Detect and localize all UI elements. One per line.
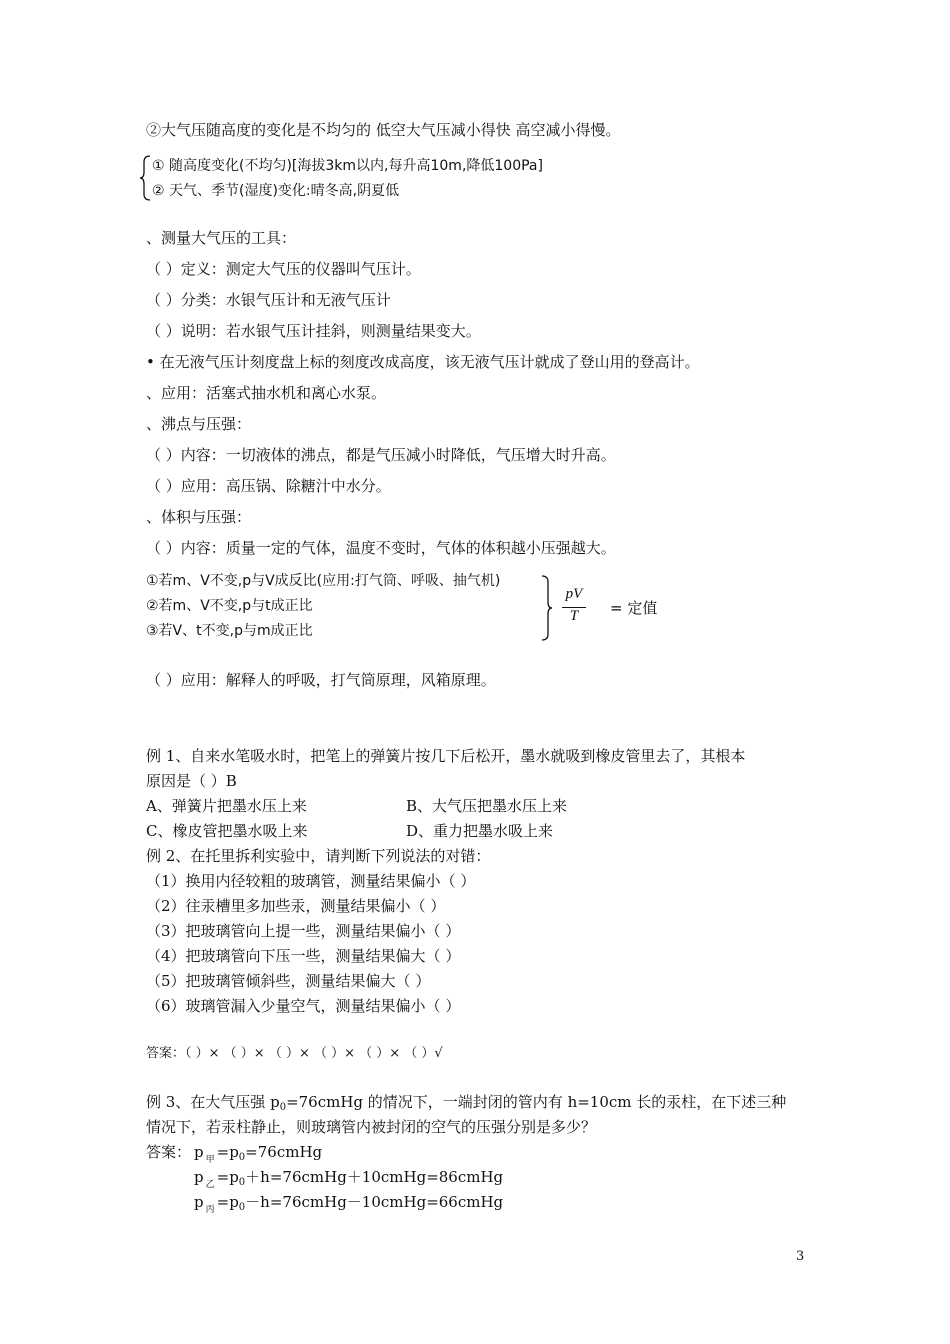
answer-jia <box>194 1142 322 1170</box>
subscript-bing: 丙 <box>205 1205 215 1215</box>
answer-yi-value: ＋h=76cmHg＋10cmHg=86cmHg <box>245 1168 504 1186</box>
line-altitude-nonuniform: ②大气压随高度的变化是不均匀的 低空大气压减小得快 高空减小得慢。 <box>146 121 621 139</box>
line-definition: （ ）定义：测定大气压的仪器叫气压计。 <box>146 260 421 278</box>
gas-law-3: ③若V、t不变,p与m成正比 <box>146 623 313 639</box>
subscript-yi: 乙 <box>205 1180 215 1190</box>
example3-text-post: =76cmHg 的情况下，一端封闭的管内有 h=10cm 长的汞柱，在下述三种 <box>286 1093 787 1111</box>
example1-option-a: A、弹簧片把墨水压上来 <box>146 797 307 815</box>
line-note: （ ）说明：若水银气压计挂斜，则测量结果变大。 <box>146 322 481 340</box>
example1-question-cont: 原因是（ ）B <box>146 772 237 790</box>
example2-question: 例 2、在托里拆利实验中，请判断下列说法的对错： <box>146 847 491 865</box>
left-brace <box>140 154 152 202</box>
subscript-zero: 0 <box>238 1152 246 1163</box>
subscript-zero: 0 <box>238 1202 246 1213</box>
example1-option-b: B、大气压把墨水压上来 <box>406 797 568 815</box>
line-classification: （ ）分类：水银气压计和无液气压计 <box>146 291 391 309</box>
heading-volume-pressure: 、体积与压强： <box>146 508 252 526</box>
example2-answer: 答案：（ ）× （ ）× （ ）× （ ）× （ ）× （ ）√ <box>146 1046 443 1061</box>
brace-line-weather: ② 天气、季节(湿度)变化:晴冬高,阴夏低 <box>152 183 400 199</box>
line-application: 、应用：活塞式抽水机和离心水泵。 <box>146 384 387 402</box>
fraction-denominator: T <box>569 608 579 624</box>
answer-bing-value: －h=76cmHg－10cmHg=66cmHg <box>245 1193 504 1211</box>
example3-answer-label: 答案： <box>146 1143 192 1161</box>
example2-item-2: （2）往汞槽里多加些汞，测量结果偏小（ ） <box>146 897 446 915</box>
answer-jia-value: =76cmHg <box>245 1143 323 1161</box>
example1-question: 例 1、自来水笔吸水时，把笔上的弹簧片按几下后松开，墨水就吸到橡皮管里去了，其根本 <box>146 747 746 765</box>
fraction-numerator: pV <box>565 586 583 602</box>
example3-question <box>146 1092 786 1118</box>
example3-subscript: 0 <box>279 1102 287 1113</box>
eq-p0: =p <box>216 1193 239 1211</box>
example3-text-pre: 例 3、在大气压强 p <box>146 1093 280 1111</box>
eq-p0: =p <box>216 1143 239 1161</box>
example2-item-1: （1）换用内径较粗的玻璃管，测量结果偏小（ ） <box>146 872 476 890</box>
heading-boiling-point: 、沸点与压强： <box>146 415 252 433</box>
answer-yi <box>194 1167 503 1195</box>
p-symbol: p <box>194 1143 204 1161</box>
p-symbol: p <box>194 1193 204 1211</box>
example2-item-6: （6）玻璃管漏入少量空气，测量结果偏小（ ） <box>146 997 461 1015</box>
answer-bing <box>194 1192 503 1220</box>
example1-option-d: D、重力把墨水吸上来 <box>406 822 554 840</box>
example2-item-3: （3）把玻璃管向上提一些，测量结果偏小（ ） <box>146 922 461 940</box>
p-symbol: p <box>194 1168 204 1186</box>
example2-item-4: （4）把玻璃管向下压一些，测量结果偏大（ ） <box>146 947 461 965</box>
page-number: 3 <box>796 1249 805 1264</box>
brace-line-height: ① 随高度变化(不均匀)[海拔3km以内,每升高10m,降低100Pa] <box>152 158 543 174</box>
gas-law-1: ①若m、V不变,p与V成反比(应用:打气筒、呼吸、抽气机) <box>146 573 501 589</box>
heading-measure-tools: 、测量大气压的工具： <box>146 229 297 247</box>
gas-law-2: ②若m、V不变,p与t成正比 <box>146 598 313 614</box>
line-volume-content: （ ）内容：质量一定的气体，温度不变时，气体的体积越小压强越大。 <box>146 539 616 557</box>
subscript-jia: 甲 <box>205 1155 215 1165</box>
subscript-zero: 0 <box>238 1177 246 1188</box>
example3-question-cont: 情况下，若汞柱静止，则玻璃管内被封闭的空气的压强分别是多少？ <box>146 1118 597 1136</box>
example1-option-c: C、橡皮管把墨水吸上来 <box>146 822 308 840</box>
line-boiling-content: （ ）内容：一切液体的沸点，都是气压减小时降低，气压增大时升高。 <box>146 446 616 464</box>
line-boiling-application: （ ）应用：高压锅、除糖汁中水分。 <box>146 477 391 495</box>
line-altimeter: • 在无液气压计刻度盘上标的刻度改成高度，该无液气压计就成了登山用的登高计。 <box>146 353 700 371</box>
line-volume-application: （ ）应用：解释人的呼吸，打气筒原理，风箱原理。 <box>146 671 496 689</box>
eq-p0: =p <box>216 1168 239 1186</box>
right-brace <box>540 574 554 642</box>
example2-item-5: （5）把玻璃管倾斜些，测量结果偏大（ ） <box>146 972 431 990</box>
constant-value: = 定值 <box>610 599 658 617</box>
